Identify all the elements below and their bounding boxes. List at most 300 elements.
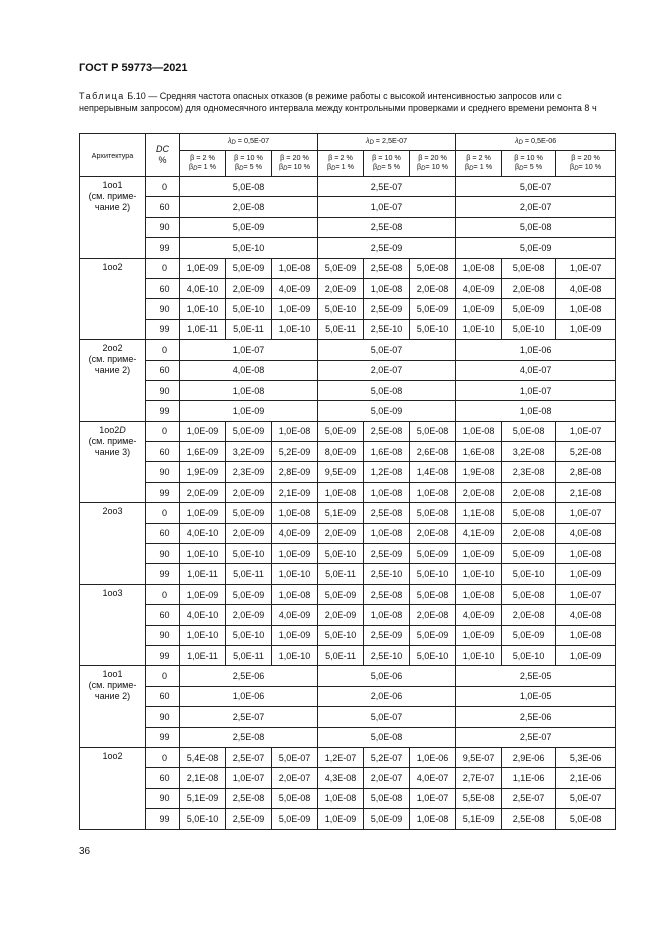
value-cell: 1,0E-07 — [456, 380, 616, 400]
table-row — [80, 625, 616, 645]
value-cell: 1,0E-07 — [556, 584, 616, 604]
value-cell: 5,0E-11 — [318, 645, 364, 665]
value-cell: 2,5E-07 — [180, 707, 318, 727]
dc-cell: 99 — [146, 319, 180, 339]
value-cell: 2,0E-09 — [226, 605, 272, 625]
value-cell: 5,0E-10 — [318, 544, 364, 564]
value-cell: 1,0E-07 — [556, 503, 616, 523]
value-cell: 1,0E-09 — [456, 299, 502, 319]
value-cell: 5,0E-06 — [318, 666, 456, 686]
value-cell: 1,0E-08 — [364, 605, 410, 625]
value-cell: 5,2E-07 — [364, 747, 410, 767]
value-cell: 1,0E-07 — [556, 421, 616, 441]
value-cell: 5,0E-11 — [318, 319, 364, 339]
table-row — [80, 340, 616, 360]
value-cell: 9,5E-07 — [456, 747, 502, 767]
beta-d-symbol: β — [465, 162, 470, 171]
beta-label: β = 20 % — [418, 153, 447, 162]
header-beta — [180, 151, 226, 177]
value-cell: 4,0E-09 — [272, 605, 318, 625]
value-cell: 2,0E-08 — [180, 197, 318, 217]
value-cell: 1,0E-09 — [318, 809, 364, 829]
value-cell: 1,0E-08 — [556, 299, 616, 319]
value-cell: 2,0E-08 — [410, 523, 456, 543]
value-cell: 4,0E-08 — [180, 360, 318, 380]
value-cell: 5,5E-08 — [456, 788, 502, 808]
header-beta — [502, 151, 556, 177]
value-cell: 2,0E-08 — [456, 482, 502, 502]
value-cell: 1,0E-08 — [272, 258, 318, 278]
value-cell: 1,0E-08 — [410, 809, 456, 829]
value-cell: 1,0E-08 — [456, 584, 502, 604]
value-cell: 2,9E-06 — [502, 747, 556, 767]
value-cell: 1,0E-06 — [410, 747, 456, 767]
value-cell: 5,0E-09 — [226, 584, 272, 604]
value-cell: 2,5E-09 — [226, 809, 272, 829]
value-cell: 1,0E-09 — [180, 401, 318, 421]
value-cell: 5,2E-08 — [556, 442, 616, 462]
value-cell: 1,0E-07 — [180, 340, 318, 360]
dc-cell: 99 — [146, 727, 180, 747]
value-cell: 1,0E-10 — [180, 299, 226, 319]
value-cell: 2,5E-10 — [364, 564, 410, 584]
beta-d-symbol: β — [515, 162, 520, 171]
value-cell: 5,0E-09 — [318, 258, 364, 278]
value-cell: 1,0E-10 — [456, 564, 502, 584]
value-cell: 2,0E-09 — [318, 523, 364, 543]
beta-d-symbol: β — [278, 162, 284, 171]
value-cell: 5,0E-08 — [318, 380, 456, 400]
value-cell: 1,0E-09 — [180, 258, 226, 278]
lambda-value: = 0,5E-07 — [237, 136, 270, 145]
value-cell: 1,2E-08 — [364, 462, 410, 482]
value-cell: 2,1E-08 — [180, 768, 226, 788]
document-header: ГОСТ Р 59773—2021 — [79, 62, 188, 74]
value-cell: 5,0E-10 — [318, 299, 364, 319]
value-cell: 5,0E-09 — [226, 503, 272, 523]
value-cell: 1,0E-09 — [272, 544, 318, 564]
value-cell: 5,0E-10 — [180, 809, 226, 829]
beta-d-symbol: β — [326, 162, 332, 171]
value-cell: 2,5E-08 — [226, 788, 272, 808]
value-cell: 9,5E-09 — [318, 462, 364, 482]
table-row — [80, 360, 616, 380]
beta-label: β = 10 % — [372, 153, 401, 162]
value-cell: 5,0E-07 — [456, 177, 616, 197]
beta-d-sub: D — [469, 166, 474, 172]
dc-cell: 60 — [146, 360, 180, 380]
value-cell: 4,0E-09 — [456, 605, 502, 625]
lambda-symbol: λ — [227, 136, 232, 145]
header-beta — [456, 151, 502, 177]
value-cell: 1,0E-11 — [180, 319, 226, 339]
value-cell: 1,0E-10 — [272, 319, 318, 339]
beta-d-sub: D — [193, 166, 198, 172]
table-row — [80, 523, 616, 543]
table-row — [80, 809, 616, 829]
dc-cell: 90 — [146, 707, 180, 727]
dc-cell: 90 — [146, 788, 180, 808]
value-cell: 1,0E-09 — [556, 564, 616, 584]
table-row — [80, 482, 616, 502]
value-cell: 5,0E-10 — [410, 319, 456, 339]
value-cell: 3,2E-08 — [502, 442, 556, 462]
architecture-cell: 2оо2 (см. приме- чание 2) — [80, 340, 146, 422]
value-cell: 1,0E-06 — [180, 686, 318, 706]
beta-label: β = 2 % — [328, 153, 353, 162]
architecture-cell: 1оо2 — [80, 258, 146, 340]
value-cell: 5,0E-11 — [318, 564, 364, 584]
table-row — [80, 278, 616, 298]
beta-d-value: = 5 % — [523, 162, 543, 171]
header-dc — [146, 134, 180, 177]
value-cell: 1,1E-06 — [502, 768, 556, 788]
value-cell: 2,5E-08 — [180, 727, 318, 747]
table-row — [80, 238, 616, 258]
value-cell: 5,0E-09 — [410, 625, 456, 645]
value-cell: 2,0E-07 — [272, 768, 318, 788]
beta-label: β = 2 % — [466, 153, 491, 162]
value-cell: 5,0E-09 — [318, 401, 456, 421]
value-cell: 5,0E-07 — [318, 707, 456, 727]
value-cell: 1,0E-05 — [456, 686, 616, 706]
value-cell: 5,0E-09 — [410, 544, 456, 564]
table-row — [80, 299, 616, 319]
value-cell: 1,0E-09 — [456, 625, 502, 645]
value-cell: 4,1E-09 — [456, 523, 502, 543]
table-row — [80, 217, 616, 237]
value-cell: 1,0E-09 — [556, 645, 616, 665]
dc-cell: 0 — [146, 177, 180, 197]
table-row — [80, 564, 616, 584]
dc-cell: 60 — [146, 686, 180, 706]
beta-d-value: = 1 % — [473, 162, 493, 171]
value-cell: 5,0E-08 — [410, 258, 456, 278]
beta-d-label — [502, 162, 555, 174]
value-cell: 2,5E-08 — [364, 503, 410, 523]
value-cell: 2,0E-09 — [318, 278, 364, 298]
value-cell: 8,0E-09 — [318, 442, 364, 462]
value-cell: 5,0E-08 — [456, 217, 616, 237]
value-cell: 4,0E-07 — [410, 768, 456, 788]
architecture-cell: 1оо1 (см. приме- чание 2) — [80, 177, 146, 259]
value-cell: 2,0E-07 — [318, 360, 456, 380]
value-cell: 1,0E-09 — [180, 584, 226, 604]
dc-cell: 99 — [146, 809, 180, 829]
beta-d-value: = 10 % — [287, 162, 311, 171]
beta-d-label — [556, 162, 615, 174]
value-cell: 5,0E-08 — [364, 788, 410, 808]
value-cell: 5,1E-09 — [180, 788, 226, 808]
dc-cell: 60 — [146, 605, 180, 625]
beta-d-sub: D — [377, 166, 382, 172]
value-cell: 5,0E-09 — [318, 584, 364, 604]
value-cell: 1,6E-09 — [180, 442, 226, 462]
value-cell: 1,0E-08 — [556, 544, 616, 564]
dc-cell: 60 — [146, 278, 180, 298]
value-cell: 5,0E-10 — [226, 299, 272, 319]
value-cell: 2,3E-09 — [226, 462, 272, 482]
table-row — [80, 727, 616, 747]
value-cell: 2,6E-08 — [410, 442, 456, 462]
value-cell: 1,0E-08 — [364, 523, 410, 543]
value-cell: 5,0E-07 — [318, 340, 456, 360]
value-cell: 5,0E-10 — [410, 645, 456, 665]
value-cell: 1,0E-08 — [456, 421, 502, 441]
value-cell: 5,0E-09 — [272, 809, 318, 829]
value-cell: 5,2E-09 — [272, 442, 318, 462]
beta-d-symbol: β — [372, 162, 378, 171]
value-cell: 2,3E-08 — [502, 462, 556, 482]
value-cell: 5,4E-08 — [180, 747, 226, 767]
value-cell: 5,1E-09 — [318, 503, 364, 523]
value-cell: 5,0E-08 — [410, 584, 456, 604]
value-cell: 2,0E-09 — [318, 605, 364, 625]
lambda-value: = 2,5E-07 — [375, 136, 408, 145]
value-cell: 3,2E-09 — [226, 442, 272, 462]
header-beta — [364, 151, 410, 177]
value-cell: 2,0E-08 — [410, 278, 456, 298]
table-row — [80, 380, 616, 400]
value-cell: 2,0E-07 — [456, 197, 616, 217]
beta-d-sub: D — [574, 166, 579, 172]
value-cell: 2,8E-09 — [272, 462, 318, 482]
dc-cell: 90 — [146, 462, 180, 482]
value-cell: 5,0E-11 — [226, 319, 272, 339]
value-cell: 4,3E-08 — [318, 768, 364, 788]
dc-cell: 0 — [146, 584, 180, 604]
value-cell: 1,0E-11 — [180, 645, 226, 665]
value-cell: 2,5E-08 — [364, 421, 410, 441]
value-cell: 5,0E-07 — [272, 747, 318, 767]
architecture-cell: 1оо3 — [80, 584, 146, 666]
value-cell: 2,7E-07 — [456, 768, 502, 788]
table-row — [80, 544, 616, 564]
value-cell: 1,0E-10 — [456, 319, 502, 339]
value-cell: 1,0E-07 — [410, 788, 456, 808]
value-cell: 5,0E-08 — [410, 503, 456, 523]
value-cell: 1,0E-06 — [456, 340, 616, 360]
value-cell: 4,0E-10 — [180, 605, 226, 625]
value-cell: 2,5E-07 — [318, 177, 456, 197]
value-cell: 1,0E-09 — [272, 299, 318, 319]
value-cell: 4,0E-09 — [272, 278, 318, 298]
dc-cell: 60 — [146, 197, 180, 217]
value-cell: 5,0E-10 — [226, 625, 272, 645]
beta-d-value: = 10 % — [578, 162, 602, 171]
value-cell: 2,0E-08 — [502, 278, 556, 298]
value-cell: 2,5E-07 — [502, 788, 556, 808]
beta-d-sub: D — [331, 166, 336, 172]
beta-d-label — [272, 162, 317, 174]
value-cell: 5,1E-09 — [456, 809, 502, 829]
value-cell: 5,0E-09 — [226, 258, 272, 278]
value-cell: 1,0E-11 — [180, 564, 226, 584]
architecture-cell: 2оо3 — [80, 503, 146, 585]
value-cell: 5,0E-10 — [502, 645, 556, 665]
value-cell: 2,5E-08 — [318, 217, 456, 237]
value-cell: 5,3E-06 — [556, 747, 616, 767]
value-cell: 1,0E-10 — [456, 645, 502, 665]
value-cell: 2,5E-07 — [456, 727, 616, 747]
value-cell: 1,0E-09 — [180, 421, 226, 441]
beta-d-symbol: β — [188, 162, 194, 171]
value-cell: 2,5E-08 — [364, 584, 410, 604]
beta-d-symbol: β — [417, 162, 422, 171]
value-cell: 1,0E-07 — [318, 197, 456, 217]
beta-d-value: = 5 % — [243, 162, 263, 171]
value-cell: 4,0E-08 — [556, 605, 616, 625]
beta-d-label — [410, 162, 455, 174]
dc-cell: 0 — [146, 503, 180, 523]
value-cell: 1,0E-07 — [556, 258, 616, 278]
value-cell: 2,5E-09 — [364, 625, 410, 645]
beta-label: β = 20 % — [571, 153, 600, 162]
value-cell: 1,9E-08 — [456, 462, 502, 482]
table-row — [80, 666, 616, 686]
beta-d-symbol: β — [570, 162, 575, 171]
value-cell: 1,0E-08 — [318, 788, 364, 808]
beta-d-sub: D — [421, 166, 426, 172]
value-cell: 4,0E-10 — [180, 523, 226, 543]
value-cell: 1,0E-08 — [364, 278, 410, 298]
dc-cell: 90 — [146, 299, 180, 319]
value-cell: 4,0E-10 — [180, 278, 226, 298]
value-cell: 5,0E-09 — [226, 421, 272, 441]
value-cell: 5,0E-08 — [502, 258, 556, 278]
header-beta — [318, 151, 364, 177]
value-cell: 2,0E-09 — [226, 523, 272, 543]
value-cell: 2,5E-10 — [364, 645, 410, 665]
table-row — [80, 747, 616, 767]
table-row — [80, 645, 616, 665]
architecture-cell: 1оо2D (см. приме- чание 3) — [80, 421, 146, 503]
value-cell: 1,0E-08 — [456, 258, 502, 278]
dc-cell: 99 — [146, 645, 180, 665]
value-cell: 5,0E-09 — [456, 238, 616, 258]
beta-d-label — [364, 162, 409, 174]
value-cell: 1,0E-09 — [456, 544, 502, 564]
value-cell: 5,0E-08 — [180, 177, 318, 197]
table-row — [80, 605, 616, 625]
value-cell: 5,0E-10 — [502, 319, 556, 339]
value-cell: 4,0E-09 — [456, 278, 502, 298]
value-cell: 1,0E-10 — [272, 564, 318, 584]
value-cell: 2,0E-09 — [180, 482, 226, 502]
table-row — [80, 421, 616, 441]
value-cell: 1,0E-08 — [272, 421, 318, 441]
lambda-symbol: λ — [514, 136, 519, 145]
table-row — [80, 197, 616, 217]
table-row — [80, 462, 616, 482]
beta-label: β = 10 % — [514, 153, 543, 162]
table-row — [80, 768, 616, 788]
value-cell: 2,0E-08 — [502, 482, 556, 502]
dc-cell: 0 — [146, 340, 180, 360]
data-table — [79, 133, 616, 830]
value-cell: 1,0E-10 — [272, 645, 318, 665]
value-cell: 4,0E-09 — [272, 523, 318, 543]
value-cell: 5,0E-09 — [318, 421, 364, 441]
beta-label: β = 10 % — [234, 153, 263, 162]
table-row — [80, 686, 616, 706]
table-row — [80, 503, 616, 523]
table-row — [80, 401, 616, 421]
value-cell: 1,0E-08 — [318, 482, 364, 502]
value-cell: 1,0E-08 — [180, 380, 318, 400]
value-cell: 5,0E-09 — [180, 217, 318, 237]
value-cell: 2,0E-09 — [226, 278, 272, 298]
value-cell: 2,5E-05 — [456, 666, 616, 686]
lambda-value: = 0,5E-06 — [524, 136, 557, 145]
value-cell: 2,5E-10 — [364, 319, 410, 339]
value-cell: 5,0E-08 — [502, 421, 556, 441]
value-cell: 2,5E-06 — [456, 707, 616, 727]
architecture-cell: 1оо1 (см. приме- чание 2) — [80, 666, 146, 748]
value-cell: 1,1E-08 — [456, 503, 502, 523]
value-cell: 1,6E-08 — [456, 442, 502, 462]
value-cell: 5,0E-09 — [502, 299, 556, 319]
table-row — [80, 258, 616, 278]
beta-d-label — [456, 162, 501, 174]
value-cell: 2,1E-09 — [272, 482, 318, 502]
value-cell: 2,5E-08 — [364, 258, 410, 278]
value-cell: 2,8E-08 — [556, 462, 616, 482]
dc-cell: 0 — [146, 747, 180, 767]
beta-label: β = 20 % — [280, 153, 309, 162]
value-cell: 5,0E-09 — [364, 809, 410, 829]
beta-d-symbol: β — [234, 162, 240, 171]
value-cell: 4,0E-08 — [556, 523, 616, 543]
value-cell: 2,0E-08 — [502, 523, 556, 543]
value-cell: 5,0E-08 — [272, 788, 318, 808]
lambda-symbol: λ — [365, 136, 370, 145]
value-cell: 5,0E-11 — [226, 564, 272, 584]
dc-cell: 60 — [146, 523, 180, 543]
value-cell: 2,5E-09 — [318, 238, 456, 258]
beta-d-sub: D — [283, 166, 288, 172]
diagnostic-suffix: D — [119, 424, 126, 435]
header-lambda-2 — [318, 134, 456, 151]
table-caption — [79, 90, 615, 114]
value-cell: 1,9E-09 — [180, 462, 226, 482]
header-beta — [272, 151, 318, 177]
lambda-sub: D — [231, 140, 236, 146]
value-cell: 1,2E-07 — [318, 747, 364, 767]
beta-d-sub: D — [239, 166, 244, 172]
page-number: 36 — [79, 846, 91, 857]
value-cell: 1,0E-09 — [180, 503, 226, 523]
value-cell: 1,0E-07 — [226, 768, 272, 788]
dc-cell: 60 — [146, 768, 180, 788]
dc-cell: 0 — [146, 258, 180, 278]
header-architecture-label: Архитектура — [91, 150, 134, 160]
header-lambda-1 — [180, 134, 318, 151]
value-cell: 1,0E-09 — [556, 319, 616, 339]
dc-cell: 90 — [146, 625, 180, 645]
header-dc-label: DC — [156, 144, 169, 154]
table-row — [80, 788, 616, 808]
value-cell: 2,0E-06 — [318, 686, 456, 706]
beta-label: β = 2 % — [190, 153, 215, 162]
dc-cell: 99 — [146, 482, 180, 502]
value-cell: 2,0E-07 — [364, 768, 410, 788]
value-cell: 1,0E-08 — [364, 482, 410, 502]
value-cell: 4,0E-07 — [456, 360, 616, 380]
table-row — [80, 177, 616, 197]
table-row — [80, 319, 616, 339]
header-beta — [410, 151, 456, 177]
